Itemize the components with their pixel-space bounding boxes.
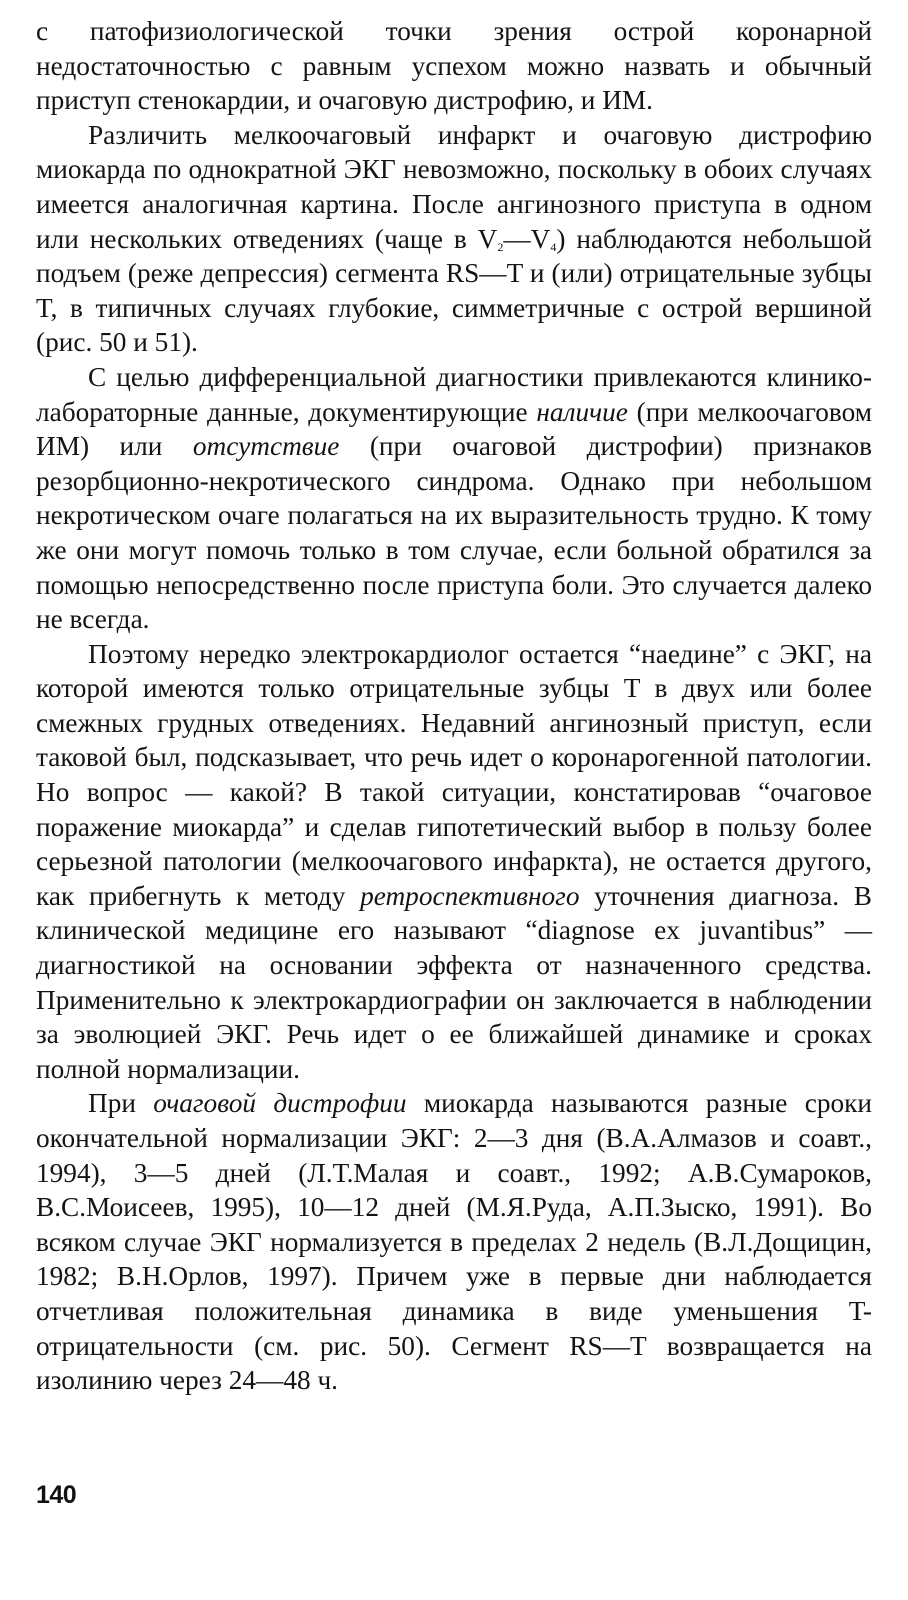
paragraph-text: с патофизиологической точки зрения острой коронарной недостаточностью с равным успехом можно назвать и обычный приступ стенокардии, и очаговую дистрофию, и ИМ. xyxy=(36,16,872,116)
paragraph-text: (при очаговой дистрофии) признаков резорбционно-некротического синдрома. Однако при небольшом некротическом очаге полагаться на их выразительность трудно. К тому же они могут помочь только в том случае, если больной обратился за помощью непосредственно после приступа боли. Это случается далеко не всегда. xyxy=(36,431,873,635)
paragraph-text: ) наблюдаются небольшой подъем (реже депрессия) сегмента RS—T и (или) отрицательные зубцы T, в типичных случаях глубокие, симметричные с острой вершиной (рис. 50 и 51). xyxy=(36,223,872,358)
emphasis: отсутствие xyxy=(192,431,340,462)
paragraph-text: С целью дифференциальной диагностики привлекаются клинико-лабораторные данные, документирующие xyxy=(36,361,872,427)
paragraph-text: Поэтому нередко электрокардиолог остается “наедине” с ЭКГ, на которой имеются только отрицательные зубцы T в двух или более смежных грудных отведениях. Недавний ангинозный приступ, если таковой был, подсказывает, что речь идет о коронарогенной патологии. Но вопрос — какой? В такой ситуации, констатировав “очаговое поражение миокарда” и сделав гипотетический выбор в пользу более серьезной патологии (мелкоочагового инфаркта), не остается другого, как прибегнуть к методу xyxy=(36,638,872,911)
paragraph-3 xyxy=(36,360,872,637)
emphasis: ретроспективного xyxy=(360,880,580,911)
paragraph-text: уточнения диагноза. В клинической медицине его называют “diagnose ex juvantibus” — диагностикой на основании эффекта от назначенного средства. Применительно к электрокардиографии он заключается в наблюдении за эволюцией ЭКГ. Речь идет о ее ближайшей динамике и сроках полной нормализации. xyxy=(36,880,872,1084)
paragraph-text: При xyxy=(88,1088,154,1119)
paragraph-4 xyxy=(36,637,872,1087)
subscript: 4 xyxy=(550,239,557,254)
paragraph-continuation xyxy=(36,14,872,118)
paragraph-text: —V xyxy=(503,223,551,254)
emphasis: наличие xyxy=(536,396,628,427)
subscript: 2 xyxy=(497,239,504,254)
page-body xyxy=(36,14,872,1398)
paragraph-2 xyxy=(36,118,872,360)
page-number: 140 xyxy=(36,1481,77,1509)
paragraph-text: миокарда называются разные сроки окончательной нормализации ЭКГ: 2—3 дня (В.А.Алмазов и соавт., 1994), 3—5 дней (Л.Т.Малая и соавт., 1992; А.В.Сумароков, В.С.Моисеев, 1995), 10—12 дней (М.Я.Руда, А.П.Зыско, 1991). Во всяком случае ЭКГ нормализуется в пределах 2 недель (В.Л.Дощицин, 1982; В.Н.Орлов, 1997). Причем уже в первые дни наблюдается отчетливая положительная динамика в виде уменьшения T-отрицательности (см. рис. 50). Сегмент RS—T возвращается на изолинию через 24—48 ч. xyxy=(36,1088,873,1396)
emphasis: очаговой дистрофии xyxy=(153,1088,407,1119)
paragraph-text: Различить мелкоочаговый инфаркт и очаговую дистрофию миокарда по однократной ЭКГ невозможно, поскольку в обоих случаях имеется аналогичная картина. После ангинозного приступа в одном или нескольких отведениях (чаще в V xyxy=(36,119,872,254)
paragraph-5 xyxy=(36,1086,872,1397)
paragraph-text: (при мелкоочаговом ИМ) или xyxy=(36,396,872,462)
